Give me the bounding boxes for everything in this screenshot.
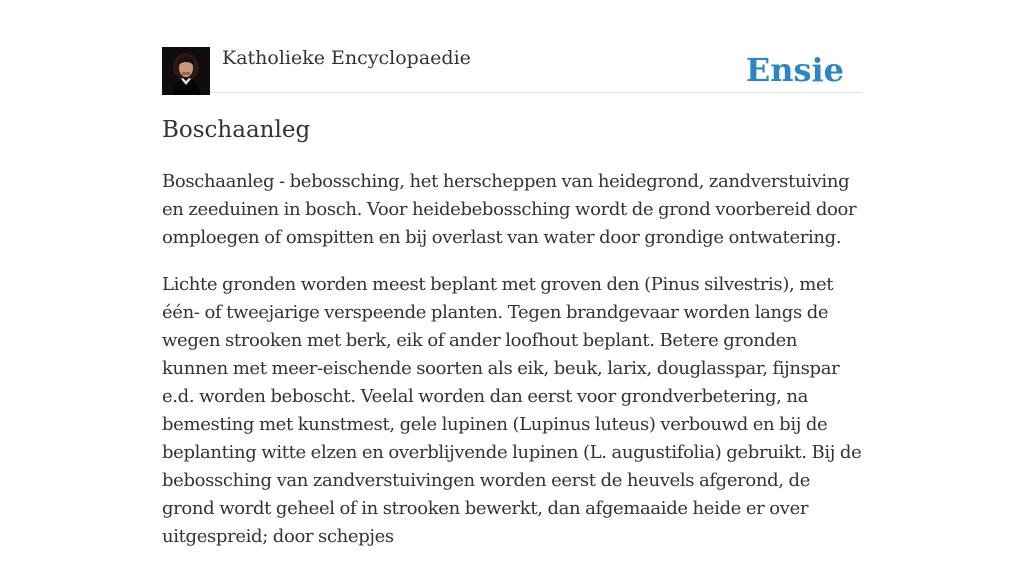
paragraph: Lichte gronden worden meest beplant met groven den (Pinus silvestris), met één- of tweejarige verspeende planten. Tegen brandgevaar worden langs de wegen strooken met berk, eik of ander loofhout beplant. Betere gronden kunnen met meer-eischende soorten als eik, beuk, larix, douglasspar, fijnspar e.d. worden beboscht. Veelal worden dan eerst voor grondverbetering, na bemesting met kunstmest, gele lupinen (Lupinus luteus) verbouwd en bij de beplanting witte elzen en overblijvende lupinen (L. augustifolia) gebruikt. Bij de bebossching van zandverstuivingen worden eerst de heuvels afgerond, de grond wordt geheel of in strooken bewerkt, dan afgemaaide heide er over uitgespreid; door schepjes	[162, 274, 862, 547]
portrait-avatar-icon[interactable]	[162, 47, 210, 95]
source-name[interactable]: Katholieke Encyclopaedie	[222, 47, 471, 69]
header	[162, 0, 862, 93]
article-title: Boschaanleg	[162, 117, 311, 143]
article-body	[162, 168, 862, 570]
brand-logo[interactable]: Ensie	[745, 51, 844, 89]
paragraph: Boschaanleg - bebossching, het herscheppen van heidegrond, zandverstuiving en zeeduinen in bosch. Voor heidebebossching wordt de grond voorbereid door omploegen of omspitten en bij overlast van water door grondige ontwatering.	[162, 171, 857, 248]
